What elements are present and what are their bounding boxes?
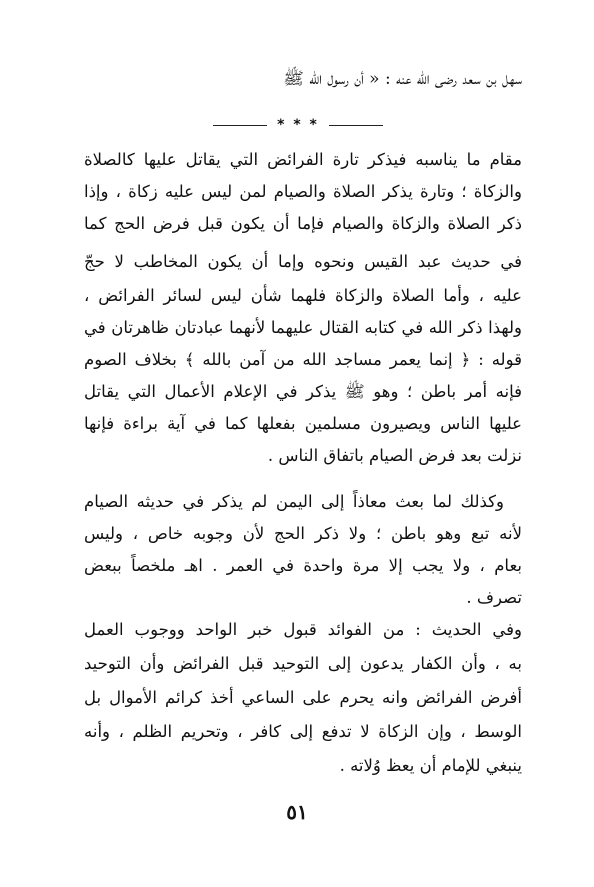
text-line: نزلت بعد فرض الصيام باتفاق الناس . bbox=[267, 446, 522, 465]
text-line: وكذلك لما بعث معاذاً إلى اليمن لم يذكر في حديثه الصيام bbox=[84, 492, 504, 511]
text-line: عليه ، وأما الصلاة والزكاة فلهما شأن ليس لسائر الفرائض ، bbox=[84, 286, 522, 305]
text-line: والزكاة ؛ وتارة يذكر الصلاة والصيام لمن ليس عليه زكاة ، وإذا bbox=[84, 182, 522, 201]
page-number: ٥١ bbox=[286, 800, 308, 824]
text-line: ذكر الصلاة والزكاة والصيام فإما أن يكون قبل فرض الحج كما bbox=[84, 214, 522, 233]
text-line: ينبغي للإمام أن يعظ وُلاته . bbox=[339, 756, 522, 775]
text-line: مقام ما يناسبه فيذكر تارة الفرائض التي يقاتل عليها كالصلاة bbox=[84, 150, 522, 169]
text-line: لأنه تبع وهو باطن ؛ ولا ذكر الحج لأن وجوبه خاص ، وليس bbox=[84, 524, 522, 543]
separator-rule-left bbox=[213, 125, 267, 126]
text-line: ولهذا ذكر الله في كتابه القتال عليهما لأنهما عبادتان ظاهرتان في bbox=[84, 318, 522, 337]
text-line: الوسط ، وإن الزكاة لا تدفع إلى كافر ، وتحريم الظلم ، وأنه bbox=[84, 722, 522, 741]
text-line: أفرض الفرائض وانه يحرم على الساعي أخذ كرائم الأموال بل bbox=[84, 688, 522, 707]
text-line: عليها الناس ويصيرون مسلمين بفعلها كما في آية براءة فإنها bbox=[84, 414, 522, 433]
text-line: قوله : ﴿ إنما يعمر مساجد الله من آمن بالله ﴾ بخلاف الصوم bbox=[84, 350, 522, 369]
text-line: وفي الحديث : من الفوائد قبول خبر الواحد ووجوب العمل bbox=[84, 620, 522, 639]
text-line: في حديث عبد القيس ونحوه وإما أن يكون المخاطب لا حجّ bbox=[84, 252, 522, 271]
section-separator bbox=[213, 116, 383, 134]
text-line: فإنه أمر باطن ؛ وهو ﷺ يذكر في الإعلام الأعمال التي يقاتل bbox=[84, 382, 522, 401]
text-line: تصرف . bbox=[466, 588, 522, 607]
header-text: سهل بن سعد رضى الله عنه : « أن رسول الله ﷺ bbox=[283, 69, 522, 89]
text-line: به ، وأن الكفار يدعون إلى التوحيد قبل الفرائض وأن التوحيد bbox=[84, 654, 522, 673]
separator-stars: * * * bbox=[277, 117, 319, 133]
text-line: بعام ، ولا يجب إلا مرة واحدة في العمر . اهـ ملخصاً ببعض bbox=[84, 556, 522, 575]
separator-rule-right bbox=[329, 125, 383, 126]
